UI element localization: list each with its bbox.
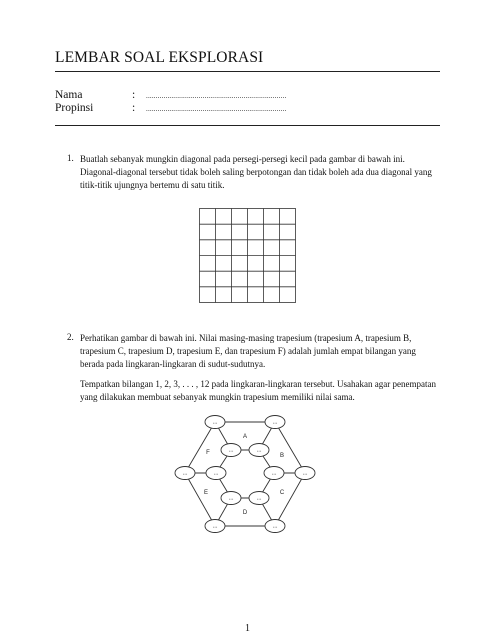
name-input-line[interactable]: ........................................................................ <box>146 92 287 100</box>
circle-label: ... <box>212 522 218 530</box>
province-input-line[interactable]: ........................................................................ <box>146 105 287 113</box>
circle-label: ... <box>228 494 234 502</box>
circle-label: ... <box>212 418 218 426</box>
page-number: 1 <box>245 623 250 634</box>
circle-label: ... <box>182 469 188 477</box>
header-rule <box>55 125 440 126</box>
circle-label: ... <box>213 469 219 477</box>
province-field <box>55 102 286 114</box>
circle-label: ... <box>272 418 278 426</box>
question-1-paragraph: Buatlah sebanyak mungkin diagonal pada persegi-persegi kecil pada gambar di bawah ini. Diagonal-diagonal tersebut tidak boleh saling berpotongan dan tidak boleh ada dua diagonal yang titik-titik ujungnya bertemu di satu titik. <box>80 154 432 190</box>
question-1-number: 1. <box>67 153 74 163</box>
circle-label: ... <box>302 469 308 477</box>
province-label: Propinsi <box>55 102 94 114</box>
trapezium-label-e: E <box>203 490 209 496</box>
question-2-paragraph-2: Tempatkan bilangan 1, 2, 3, . . . , 12 pada lingkaran-lingkaran tersebut. Usahakan agar penempatan yang dilakukan membuat sebanyak mungkin trapesium memiliki nilai sama. <box>80 379 436 402</box>
name-label: Nama <box>55 89 83 101</box>
hexagon-trapezium-figure <box>170 412 320 540</box>
circle-label: ... <box>256 494 262 502</box>
question-2-paragraph-1: Perhatikan gambar di bawah ini. Nilai masing-masing trapesium (trapesium A, trapesium B, trapesium C, trapesium D, trapesium E, dan trapesium F) adalah jumlah empat bilangan yang berada pada lingkaran-lingkaran di sudut-sudutnya. <box>80 333 416 369</box>
province-colon: : <box>132 102 136 114</box>
circle-label: ... <box>271 469 277 477</box>
trapezium-label-a: A <box>242 434 248 440</box>
trapezium-label-b: B <box>279 453 285 459</box>
square-grid-figure[interactable] <box>199 208 297 304</box>
trapezium-label-c: C <box>279 490 285 496</box>
trapezium-label-f: F <box>206 450 210 456</box>
circle-label: ... <box>272 522 278 530</box>
trapezium-label-d: D <box>242 510 248 516</box>
name-field <box>55 89 286 101</box>
question-2-text <box>80 332 442 404</box>
circle-label: ... <box>256 446 262 454</box>
circle-label: ... <box>228 446 234 454</box>
title-rule <box>55 71 440 72</box>
question-1-text <box>80 153 442 192</box>
page-title: LEMBAR SOAL EKSPLORASI <box>55 49 264 66</box>
name-colon: : <box>132 89 136 101</box>
question-2-number: 2. <box>67 332 74 342</box>
